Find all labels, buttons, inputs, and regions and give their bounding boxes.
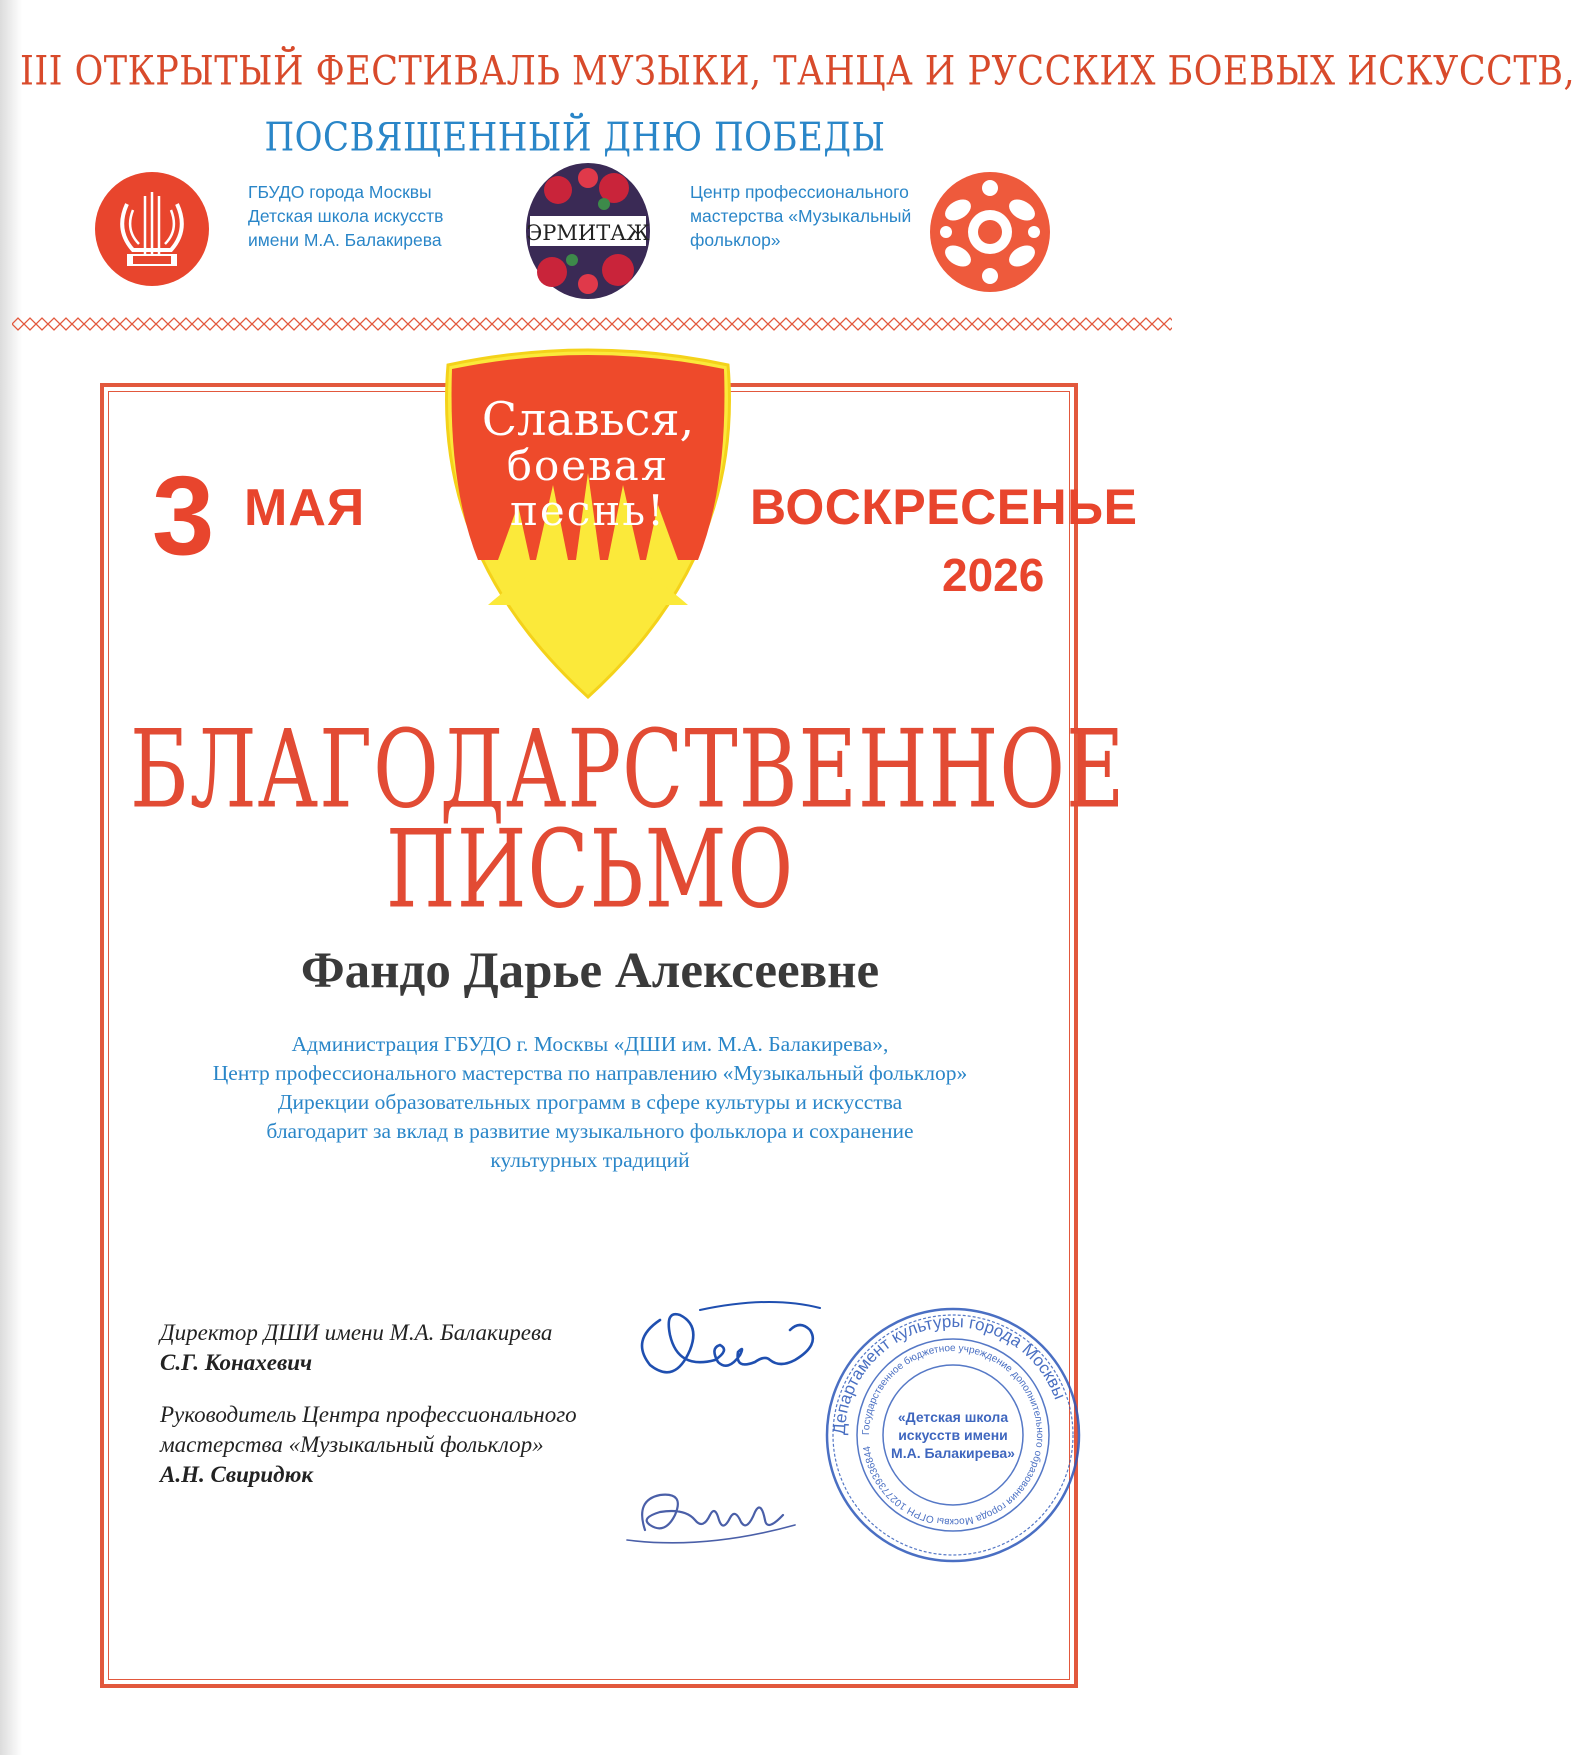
letter-body-line: благодарит за вклад в развитие музыкального фольклора и сохранение [266,1119,914,1143]
organizer-right-line: мастерства «Музыкальный [690,206,912,226]
official-stamp [818,1300,1088,1570]
signer-name: А.Н. Свиридюк [160,1462,314,1487]
stamp-inner-ring-text: Государственное бюджетное учреждение дополнительного образования города Москвы ОГРН 1027739336844 [860,1342,1046,1528]
festival-title-line1: III ОТКРЫТЫЙ ФЕСТИВАЛЬ МУЗЫКИ, ТАНЦА И РУССКИХ БОЕВЫХ ИСКУССТВ, [20,49,1575,95]
organizer-left-text [248,180,488,252]
slogan-line: песнь! [509,486,667,535]
letter-body-line: Администрация ГБУДО г. Москвы «ДШИ им. М.А. Балакирева», [291,1032,889,1056]
organizer-left-line: имени М.А. Балакирева [248,230,442,250]
letter-body-line: Центр профессионального мастерства по направлению «Музыкальный фольклор» [212,1061,968,1085]
recipient-name: Фандо Дарье Алексеевне [300,943,880,999]
organizer-right-text [690,180,950,252]
school-lyre-logo [93,170,211,288]
slogan-line: боевая [506,441,670,490]
slogan-line: Славься, [481,392,695,446]
letter-title-line2: ПИСЬМО [385,806,795,933]
signer-name: С.Г. Конахевич [160,1350,313,1375]
festival-title-line2: ПОСВЯЩЕННЫЙ ДНЮ ПОБЕДЫ [264,115,886,161]
handwritten-signature-director [620,1290,830,1400]
organizer-left-line: Детская школа искусств [248,206,444,226]
letter-title-line1: БЛАГОДАРСТВЕННОЕ [130,706,1126,833]
event-weekday: ВОСКРЕСЕНЬЕ [750,479,1138,535]
stamp-center-line: «Детская школа [897,1409,1009,1425]
event-month: МАЯ [244,479,366,537]
signer-position: мастерства «Музыкальный фольклор» [160,1432,544,1457]
ornamental-divider [12,317,1172,331]
signer-position: Директор ДШИ имени М.А. Балакирева [160,1320,553,1345]
handwritten-signature-head [615,1470,805,1560]
stamp-center-line: М.А. Балакирева» [891,1445,1015,1461]
ermitazh-logo [522,160,654,302]
slogan-shield-emblem [428,345,748,705]
organizer-right-line: фольклор» [690,230,781,250]
letter-body [130,1030,1050,1175]
event-year: 2026 [942,549,1045,601]
letter-body-line: Дирекции образовательных программ в сфере культуры и искусства [277,1090,903,1114]
stamp-center-line: искусств имени [898,1427,1008,1443]
ermitazh-logo-text: ЭРМИТАЖ [526,221,650,245]
organizer-right-line: Центр профессионального [690,182,909,202]
stamp-outer-text: Департамент культуры города Москвы [829,1311,1070,1436]
letter-body-line: культурных традиций [490,1148,690,1172]
page-edge-shadow [0,0,22,1755]
folklore-center-logo [928,170,1052,294]
event-day: 3 [152,453,215,578]
signer-position: Руководитель Центра профессионального [160,1402,577,1427]
organizer-left-line: ГБУДО города Москвы [248,182,432,202]
